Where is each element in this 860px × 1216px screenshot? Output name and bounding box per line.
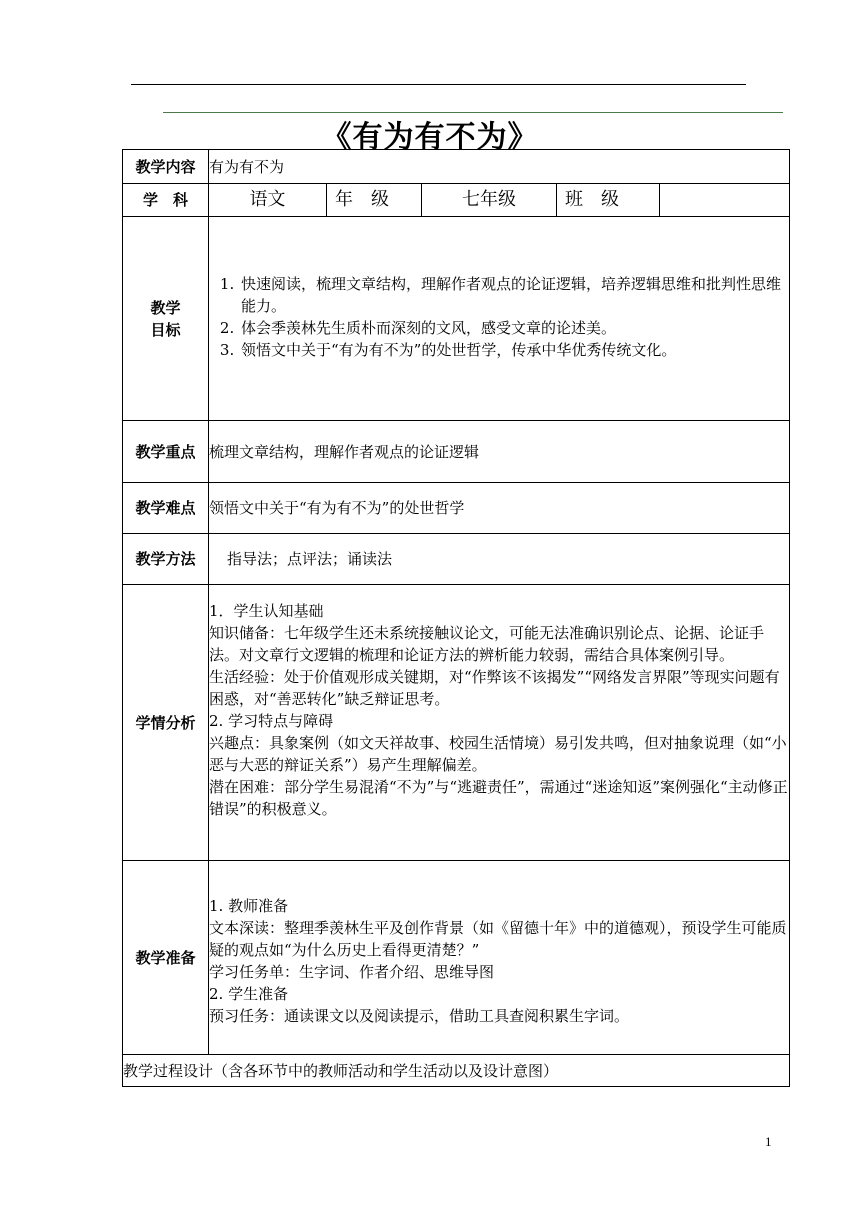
- lesson-plan-table: [122, 149, 790, 1087]
- class-value: [660, 184, 790, 217]
- prep-content: [209, 861, 790, 1055]
- process-heading: 教学过程设计（含各环节中的教师活动和学生活动以及设计意图）: [123, 1055, 790, 1087]
- difficult-value: 领悟文中关于“有为有不为”的处世哲学: [209, 483, 790, 534]
- analysis-line: 生活经验：处于价值观形成关键期，对“作弊该不该揭发”“网络发言界限”等现实问题有困惑，对“善恶转化”缺乏辩证思考。: [209, 668, 780, 708]
- difficult-label: 教学难点: [123, 483, 209, 534]
- goals-label-line2: 目标: [150, 320, 181, 339]
- class-label: 班 级: [557, 184, 660, 217]
- prep-line: 预习任务：通读课文以及阅读提示，借助工具查阅积累生字词。: [209, 1007, 630, 1025]
- header-rule: [131, 84, 746, 85]
- row-analysis: [123, 585, 790, 861]
- row-difficult-points: [123, 483, 790, 534]
- row-content: [123, 150, 790, 184]
- prep-line: 学习任务单：生字词、作者介绍、思维导图: [209, 963, 495, 981]
- grade-label: 年 级: [327, 184, 422, 217]
- analysis-line: 知识储备：七年级学生还未系统接触议论文，可能无法准确识别论点、论据、论证手法。对文章行文逻辑的梳理和论证方法的辨析能力较弱，需结合具体案例引导。: [209, 624, 765, 664]
- goal-item: 1. 快速阅读，梳理文章结构，理解作者观点的论证逻辑，培养逻辑思维和批判性思维能力。: [239, 273, 789, 317]
- document-title: 《有为有不为》: [321, 120, 539, 155]
- analysis-label: 学情分析: [123, 585, 209, 861]
- grade-value: 七年级: [422, 184, 557, 217]
- analysis-line: 2. 学习特点与障碍: [209, 712, 334, 730]
- row-key-points: [123, 421, 790, 483]
- subject-value: 语文: [209, 184, 327, 217]
- goals-content: [209, 217, 790, 421]
- analysis-line: 潜在困难：部分学生易混淆“不为”与“逃避责任”，需通过“迷途知返”案例强化“主动修正错误”的积极意义。: [209, 778, 788, 818]
- goals-label-line1: 教学: [150, 298, 181, 317]
- row-method: [123, 534, 790, 585]
- row-preparation: [123, 861, 790, 1055]
- goal-item: 2. 体会季羡林先生质朴而深刻的文风，感受文章的论述美。: [239, 317, 789, 339]
- method-value: 指导法；点评法；诵读法: [209, 534, 790, 585]
- key-label: 教学重点: [123, 421, 209, 483]
- prep-line: 1. 教师准备: [209, 897, 289, 915]
- goals-label: [123, 217, 209, 421]
- content-value: 有为有不为: [209, 150, 790, 184]
- analysis-content: [209, 585, 790, 861]
- analysis-line: 1．学生认知基础: [209, 602, 324, 620]
- row-goals: [123, 217, 790, 421]
- method-label: 教学方法: [123, 534, 209, 585]
- analysis-line: 兴趣点：具象案例（如文天祥故事、校园生活情境）易引发共鸣，但对抽象说理（如“小恶与大恶的辩证关系”）易产生理解偏差。: [209, 734, 787, 774]
- goal-item: 3. 领悟文中关于“有为有不为”的处世哲学，传承中华优秀传统文化。: [239, 339, 789, 361]
- page-number: 1: [765, 1134, 772, 1149]
- goals-list: [209, 273, 789, 361]
- row-process-heading: [123, 1055, 790, 1087]
- subject-label: 学 科: [123, 184, 209, 217]
- content-label: 教学内容: [123, 150, 209, 184]
- prep-label: 教学准备: [123, 861, 209, 1055]
- row-subject: [123, 184, 790, 217]
- prep-line: 2. 学生准备: [209, 985, 289, 1003]
- prep-line: 文本深读：整理季羡林生平及创作背景（如《留德十年》中的道德观），预设学生可能质疑的观点如“为什么历史上看得更清楚？”: [209, 919, 787, 959]
- key-value: 梳理文章结构，理解作者观点的论证逻辑: [209, 421, 790, 483]
